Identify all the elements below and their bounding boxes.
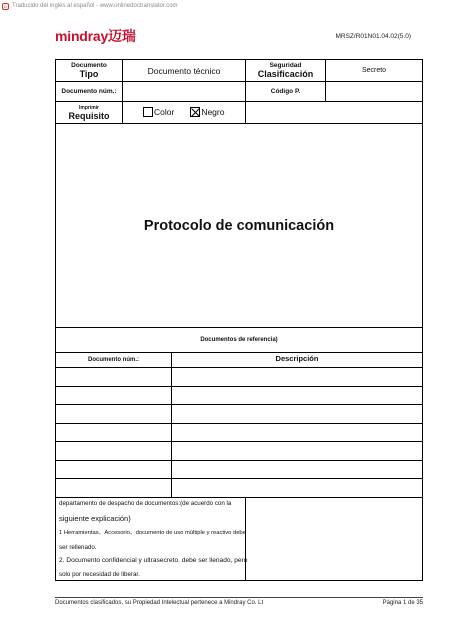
table-row[interactable] [56,368,171,386]
translation-banner[interactable] [0,0,300,12]
security-value[interactable]: Secreto [361,67,387,74]
page-number: Página 1 de 35 [382,600,423,606]
document-code: MRSZ/R01N01.04.02(5.0) [335,33,411,40]
table-row[interactable] [172,405,422,423]
ref-col-header-num: Documento núm.: [88,357,139,363]
bw-checkbox-checked[interactable] [190,107,200,117]
divider [171,352,172,497]
note-line: ser rellenado. [59,544,97,551]
table-row[interactable] [56,387,171,405]
color-checkbox[interactable] [143,107,153,117]
footer-notice: Documentos clasificados, su Propiedad Intelectual pertenece a Mindray Co. Lt [55,600,264,606]
ref-col-header-desc: Descripción [275,354,319,363]
print-requirement-label: Imprimir Requisito [68,104,110,121]
bw-option[interactable]: Negro [190,107,224,118]
code-field[interactable] [326,82,422,101]
table-row[interactable] [172,461,422,479]
note-line: departamento de despacho de documentos:(de acuerdo con la [59,500,232,507]
document-title-area [56,124,422,327]
note-line: 2. Documento confidencial y ultrasecreto. debe ser llenado, pero [59,557,248,564]
table-row[interactable] [172,387,422,405]
table-row[interactable] [172,424,422,442]
signature-box[interactable] [246,498,422,580]
table-row[interactable] [56,405,171,423]
table-row[interactable] [172,479,422,497]
doc-num-label: Documento núm.: [61,88,117,95]
table-row[interactable] [56,442,171,460]
document-title: Protocolo de comunicación [143,217,335,234]
references-title: Documentos de referencia) [200,337,278,343]
table-row[interactable] [172,442,422,460]
note-line: solo por necesidad de liberar. [59,571,140,578]
table-row[interactable] [172,368,422,386]
note-line: 1 Herramientas、Accesorio、documento de uso múltiple y reactivo debe [59,530,246,536]
color-option[interactable]: Color [143,107,174,118]
table-row[interactable] [56,461,171,479]
code-label: Código P. [270,88,301,95]
doc-num-field[interactable] [123,82,245,101]
note-line: siguiente explicación) [59,514,131,523]
mindray-logo: mindray迈瑞 [55,28,136,44]
doc-type-label: Documento Tipo [71,62,107,79]
footer-rule [55,597,423,598]
table-row[interactable] [56,424,171,442]
table-row[interactable] [56,479,171,497]
doc-type-value[interactable]: Documento técnico [147,65,221,76]
banner-text: Traducido del inglés al español - www.onlinedoctranslator.com [12,3,178,9]
security-label: Seguridad Clasificación [257,62,314,79]
print-options [143,106,224,118]
doc-translator-icon: D [2,3,9,10]
